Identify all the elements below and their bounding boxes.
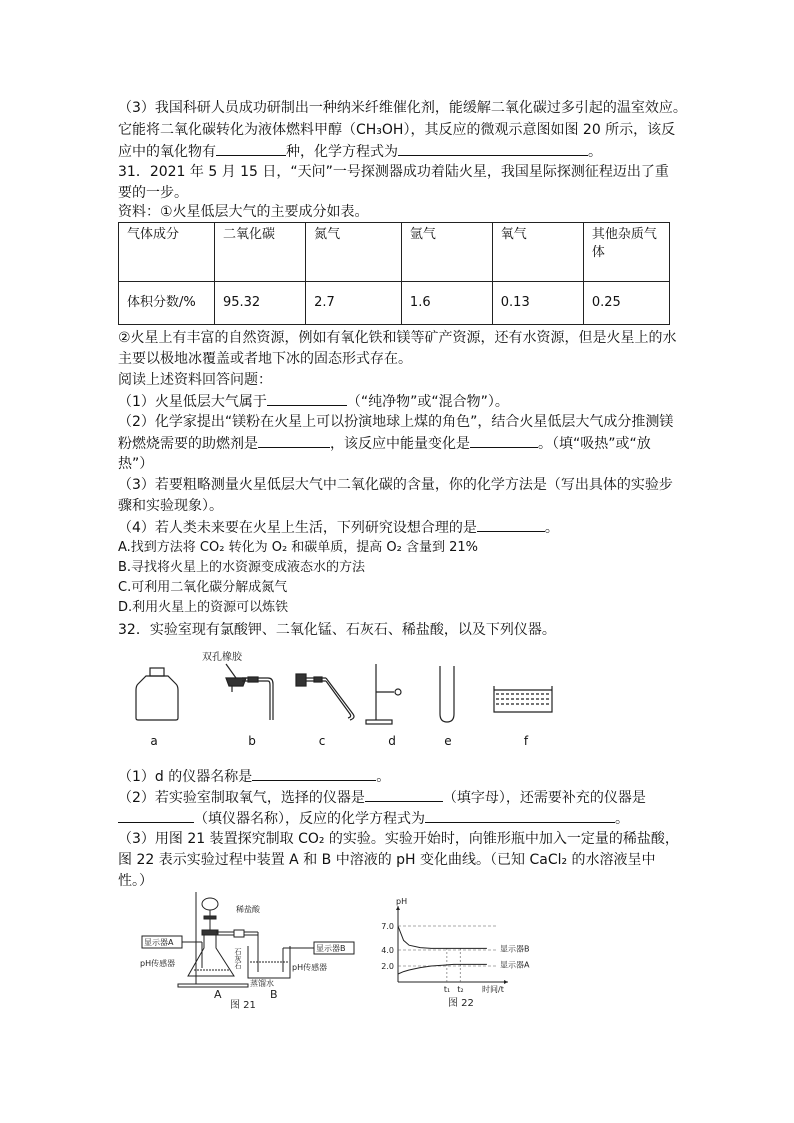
y-tick-label: 4.0	[381, 946, 394, 955]
figure-21-caption: 图 21	[230, 1000, 256, 1011]
ph-sensor-a-label: pH传感器	[140, 959, 176, 968]
series-label: 显示器A	[500, 960, 530, 970]
q32-p2-blank-extra[interactable]	[118, 808, 194, 823]
q31-part1	[118, 391, 509, 412]
q31-part2-line3: 热”）	[118, 456, 154, 472]
q32-part2-line2	[118, 808, 629, 829]
q31-p2-text-d: 。（填“吸热”或“放	[538, 436, 651, 452]
series-label: 显示器B	[500, 944, 530, 954]
apparatus-label-d: d	[388, 734, 396, 748]
q30-3-text-c: 。	[588, 144, 602, 160]
q30-3-blank-count[interactable]	[216, 141, 286, 156]
apparatus-d-iron-stand	[366, 664, 401, 724]
q30-3-text-b: 种，化学方程式为	[286, 144, 398, 160]
q31-p1-text-a: （1）火星低层大气属于	[118, 394, 267, 410]
series-line	[398, 926, 487, 948]
q31-p1-blank[interactable]	[267, 391, 347, 406]
q32-p1-blank[interactable]	[252, 766, 376, 781]
q31-p2-blank-oxidant[interactable]	[258, 433, 330, 448]
apparatus-figure	[118, 648, 568, 758]
table-cell: 95.32	[214, 282, 305, 325]
q31-p2-text-b: 粉燃烧需要的助燃剂是	[118, 436, 258, 452]
limestone-label: 石灰石	[234, 948, 242, 969]
q31-material-2b: 主要以极地冰覆盖或者地下冰的固态形式存在。	[118, 351, 412, 367]
apparatus-label-b: b	[248, 734, 256, 748]
table-header-cell: 氩气	[401, 223, 492, 282]
figure-21-setup	[138, 892, 368, 1012]
table-header-cell: 氧气	[492, 223, 583, 282]
table-header-cell: 氮气	[306, 223, 402, 282]
separatory-funnel	[202, 898, 218, 910]
q31-p1-text-b: （“纯净物”或“混合物”）。	[346, 394, 509, 410]
x-tick-label: t₁	[443, 985, 451, 994]
table-header-row	[119, 223, 670, 282]
q32-p2-blank-equation[interactable]	[425, 808, 615, 823]
q31-part2-line2	[118, 433, 651, 454]
y-axis-arrow	[396, 906, 400, 910]
q31-p2-blank-energy[interactable]	[470, 433, 538, 448]
apparatus-c-delivery-tube	[296, 674, 354, 720]
q31-option-a: A.找到方法将 CO₂ 转化为 O₂ 和碳单质，提高 O₂ 含量到 21%	[118, 540, 479, 555]
q32-p2-text-b: （填字母），还需要补充的仪器是	[442, 790, 646, 806]
q32-p2-text-c: （填仪器名称），反应的化学方程式为	[194, 811, 425, 827]
q31-part3-line2: 骤和实验现象）。	[118, 498, 223, 514]
q32-p2-text-a: （2）若实验室制取氧气，选择的仪器是	[118, 790, 365, 806]
acid-label: 稀盐酸	[236, 905, 260, 914]
x-axis-label: 时间/t	[482, 985, 504, 994]
q32-p1-end: 。	[376, 769, 391, 785]
table-row	[119, 282, 670, 325]
q30-3-line1: （3）我国科研人员成功研制出一种纳米纤维催化剂，能缓解二氧化碳过多引起的温室效应。	[118, 100, 687, 116]
apparatus-e-test-tube	[440, 666, 454, 722]
display-a-label: 显示器A	[144, 938, 174, 947]
mars-atmosphere-table	[118, 222, 670, 325]
apparatus-label-e: e	[444, 734, 452, 748]
display-b-label: 显示器B	[316, 944, 346, 953]
q32-part2-line1	[118, 787, 646, 808]
apparatus-label-f: f	[523, 734, 529, 748]
q31-intro-line2: 要的一步。	[118, 185, 188, 201]
q31-read: 阅读上述资料回答问题：	[118, 372, 272, 388]
q31-material-1: 资料：①火星低层大气的主要成分如表。	[118, 204, 369, 220]
q30-3-blank-equation[interactable]	[398, 141, 588, 156]
table-cell: 0.25	[583, 282, 669, 325]
table-cell: 1.6	[401, 282, 492, 325]
q31-material-2a: ②火星上有丰富的自然资源，例如有氧化铁和镁等矿产资源，还有水资源，但是火星上的水	[118, 330, 677, 346]
y-axis-label: pH	[396, 898, 408, 906]
x-tick-label: t₂	[457, 985, 464, 994]
stopper-label: 双孔橡胶	[202, 652, 242, 663]
q31-option-d: D.利用火星上的资源可以炼铁	[118, 600, 289, 615]
y-tick-label: 7.0	[381, 922, 394, 931]
q31-part4	[118, 517, 559, 538]
apparatus-a-gas-bottle	[136, 668, 178, 720]
apparatus-label-a: a	[150, 734, 158, 748]
q32-part3-line2: 图 22 表示实验过程中装置 A 和 B 中溶液的 pH 变化曲线。（已知 CaCl₂ 的水溶液呈中	[118, 852, 656, 868]
q31-option-c: C.可利用二氧化碳分解成氮气	[118, 580, 288, 595]
figure-22-caption: 图 22	[448, 998, 474, 1009]
q32-p2-text-d: 。	[615, 811, 629, 827]
conical-flask-a	[188, 932, 234, 976]
q32-p2-blank-apparatus[interactable]	[365, 787, 443, 802]
q31-intro-line1: 31．2021 年 5 月 15 日，“天问”一号探测器成功着陆火星，我国星际探测征程迈出了重	[118, 164, 669, 180]
q30-3-line3	[118, 141, 602, 162]
apparatus-b-stopper-tube	[202, 650, 273, 720]
water-label: 蒸馏水	[250, 979, 274, 988]
q31-part2-line1: （2）化学家提出“镁粉在火星上可以扮演地球上煤的角色”，结合火星低层大气成分推测镁	[118, 414, 674, 430]
q31-part3-line1: （3）若要粗略测量火星低层大气中二氧化碳的含量，你的化学方法是（写出具体的实验步	[118, 477, 673, 493]
q32-part1	[118, 766, 390, 787]
figure-21-label-b: B	[270, 988, 278, 1001]
table-header-cell: 其他杂质气体	[583, 223, 669, 282]
q32-part3-line1: （3）用图 21 装置探究制取 CO₂ 的实验。实验开始时，向锥形瓶中加入一定量的稀盐酸，	[118, 831, 679, 847]
table-row-label: 体积分数/%	[119, 282, 215, 325]
q30-3-line2: 它能将二氧化碳转化为液体燃料甲醇（CH₃OH），其反应的微观示意图如图 20 所示，该反	[118, 122, 676, 138]
q30-3-text-a: 应中的氧化物有	[118, 144, 216, 160]
table-cell: 2.7	[306, 282, 402, 325]
q31-p2-text-c: ，该反应中能量变化是	[330, 436, 470, 452]
apparatus-f-water-trough	[494, 686, 552, 712]
table-header-cell: 二氧化碳	[214, 223, 305, 282]
q32-part3-line3: 性。）	[118, 873, 153, 889]
q32-p1-text: （1）d 的仪器名称是	[118, 769, 253, 785]
table-header-cell: 气体成分	[119, 223, 215, 282]
table-cell: 0.13	[492, 282, 583, 325]
apparatus-label-c: c	[318, 734, 326, 748]
y-tick-label: 2.0	[381, 962, 394, 971]
q31-option-b: B.寻找将火星上的水资源变成液态水的方法	[118, 560, 366, 575]
drying-tube	[234, 930, 244, 937]
figure-21-label-a: A	[214, 988, 222, 1001]
figure-22-chart	[372, 898, 542, 1010]
q31-p4-blank[interactable]	[477, 517, 545, 532]
x-axis-arrow	[504, 980, 508, 984]
q31-p4-end: 。	[544, 520, 559, 536]
q31-p4-text: （4）若人类未来要在火星上生活，下列研究设想合理的是	[118, 520, 477, 536]
q32-intro: 32．实验室现有氯酸钾、二氧化锰、石灰石、稀盐酸，以及下列仪器。	[118, 622, 556, 638]
ph-sensor-b-label: pH传感器	[292, 963, 328, 972]
